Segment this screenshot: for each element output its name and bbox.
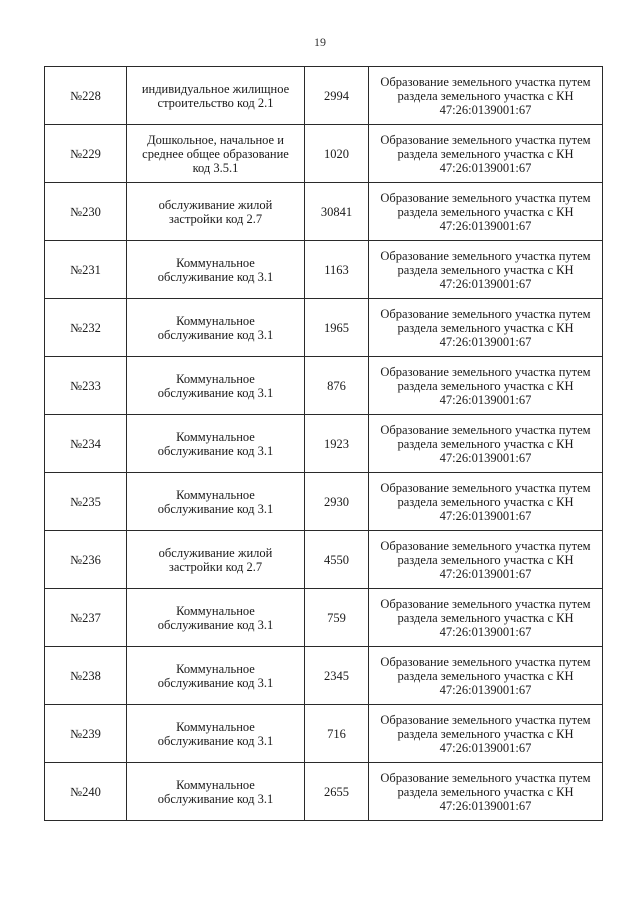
- parcel-number-cell: [45, 589, 127, 647]
- parcel-number: №232: [70, 320, 101, 335]
- formation-basis-line: Образование земельного участка путем: [380, 132, 591, 147]
- table-row: [45, 183, 603, 241]
- land-use-line: код 3.5.1: [192, 160, 239, 175]
- land-use-line: обслуживание код 3.1: [157, 443, 274, 458]
- formation-basis-line: Образование земельного участка путем: [380, 654, 591, 669]
- land-use-line: обслуживание жилой: [158, 545, 273, 560]
- formation-basis-line: раздела земельного участка с КН: [397, 494, 574, 509]
- land-use-cell: [127, 705, 305, 763]
- table-row: [45, 589, 603, 647]
- land-use-line: застройки код 2.7: [168, 559, 263, 574]
- land-use-line: обслуживание код 3.1: [157, 733, 274, 748]
- table-row: [45, 531, 603, 589]
- cadastral-number: 47:26:0139001:67: [439, 798, 532, 813]
- land-use-line: обслуживание жилой: [158, 197, 273, 212]
- land-use-line: Коммунальное: [176, 371, 255, 386]
- land-use-line: Коммунальное: [176, 603, 255, 618]
- formation-basis-cell: [369, 705, 603, 763]
- formation-basis-line: Образование земельного участка путем: [380, 422, 591, 437]
- cadastral-number: 47:26:0139001:67: [439, 566, 532, 581]
- land-use-line: Коммунальное: [176, 313, 255, 328]
- land-use-line: среднее общее образование: [142, 146, 289, 161]
- land-use-line: обслуживание код 3.1: [157, 501, 274, 516]
- area-value: 876: [327, 378, 346, 393]
- area-value: 2345: [324, 668, 349, 683]
- cadastral-number: 47:26:0139001:67: [439, 682, 532, 697]
- formation-basis-cell: [369, 763, 603, 821]
- table-row: [45, 473, 603, 531]
- area-value: 4550: [324, 552, 349, 567]
- land-use-line: обслуживание код 3.1: [157, 327, 274, 342]
- land-use-line: индивидуальное жилищное: [141, 81, 290, 96]
- formation-basis-line: раздела земельного участка с КН: [397, 378, 574, 393]
- formation-basis-line: Образование земельного участка путем: [380, 712, 591, 727]
- parcel-number: №230: [70, 204, 101, 219]
- area-value: 716: [327, 726, 346, 741]
- area-cell: [305, 647, 369, 705]
- land-use-cell: [127, 473, 305, 531]
- table-row: [45, 415, 603, 473]
- land-use-line: Коммунальное: [176, 487, 255, 502]
- parcel-number: №229: [70, 146, 101, 161]
- area-cell: [305, 125, 369, 183]
- formation-basis-line: раздела земельного участка с КН: [397, 262, 574, 277]
- formation-basis-line: раздела земельного участка с КН: [397, 726, 574, 741]
- parcel-number-cell: [45, 183, 127, 241]
- land-use-line: Коммунальное: [176, 255, 255, 270]
- formation-basis-cell: [369, 241, 603, 299]
- parcels-table: [44, 66, 603, 821]
- parcel-number-cell: [45, 357, 127, 415]
- formation-basis-line: раздела земельного участка с КН: [397, 146, 574, 161]
- parcel-number-cell: [45, 67, 127, 125]
- cadastral-number: 47:26:0139001:67: [439, 392, 532, 407]
- land-use-line: Дошкольное, начальное и: [147, 132, 284, 147]
- table-row: [45, 647, 603, 705]
- land-use-cell: [127, 125, 305, 183]
- parcel-number: №240: [70, 784, 101, 799]
- area-value: 2655: [324, 784, 349, 799]
- land-use-line: Коммунальное: [176, 661, 255, 676]
- area-value: 1020: [324, 146, 349, 161]
- formation-basis-cell: [369, 473, 603, 531]
- cadastral-number: 47:26:0139001:67: [439, 624, 532, 639]
- formation-basis-line: Образование земельного участка путем: [380, 190, 591, 205]
- table-row: [45, 705, 603, 763]
- area-cell: [305, 183, 369, 241]
- formation-basis-line: Образование земельного участка путем: [380, 248, 591, 263]
- land-use-line: обслуживание код 3.1: [157, 675, 274, 690]
- parcels-table-body: [45, 67, 603, 821]
- area-cell: [305, 763, 369, 821]
- land-use-line: Коммунальное: [176, 719, 255, 734]
- formation-basis-cell: [369, 531, 603, 589]
- cadastral-number: 47:26:0139001:67: [439, 450, 532, 465]
- parcel-number: №235: [70, 494, 101, 509]
- area-value: 30841: [320, 204, 353, 219]
- table-row: [45, 125, 603, 183]
- land-use-cell: [127, 763, 305, 821]
- area-cell: [305, 531, 369, 589]
- area-cell: [305, 241, 369, 299]
- formation-basis-line: Образование земельного участка путем: [380, 364, 591, 379]
- formation-basis-line: Образование земельного участка путем: [380, 306, 591, 321]
- formation-basis-line: раздела земельного участка с КН: [397, 204, 574, 219]
- page-number: 19: [314, 35, 326, 49]
- formation-basis-line: раздела земельного участка с КН: [397, 784, 574, 799]
- area-cell: [305, 473, 369, 531]
- formation-basis-line: Образование земельного участка путем: [380, 770, 591, 785]
- area-cell: [305, 357, 369, 415]
- area-cell: [305, 67, 369, 125]
- formation-basis-cell: [369, 183, 603, 241]
- cadastral-number: 47:26:0139001:67: [439, 160, 532, 175]
- area-value: 759: [327, 610, 346, 625]
- parcel-number: №234: [70, 436, 101, 451]
- parcel-number: №239: [70, 726, 101, 741]
- parcel-number-cell: [45, 647, 127, 705]
- table-row: [45, 299, 603, 357]
- formation-basis-cell: [369, 299, 603, 357]
- table-row: [45, 241, 603, 299]
- land-use-cell: [127, 67, 305, 125]
- land-use-cell: [127, 589, 305, 647]
- parcel-number-cell: [45, 299, 127, 357]
- land-use-cell: [127, 299, 305, 357]
- parcel-number: №228: [70, 88, 101, 103]
- table-row: [45, 67, 603, 125]
- area-cell: [305, 589, 369, 647]
- land-use-line: Коммунальное: [176, 429, 255, 444]
- formation-basis-cell: [369, 415, 603, 473]
- area-cell: [305, 415, 369, 473]
- cadastral-number: 47:26:0139001:67: [439, 508, 532, 523]
- area-value: 2994: [324, 88, 349, 103]
- parcel-number: №236: [70, 552, 101, 567]
- parcel-number-cell: [45, 125, 127, 183]
- formation-basis-line: раздела земельного участка с КН: [397, 668, 574, 683]
- land-use-line: застройки код 2.7: [168, 211, 263, 226]
- land-use-cell: [127, 241, 305, 299]
- cadastral-number: 47:26:0139001:67: [439, 740, 532, 755]
- formation-basis-cell: [369, 589, 603, 647]
- formation-basis-line: Образование земельного участка путем: [380, 480, 591, 495]
- cadastral-number: 47:26:0139001:67: [439, 218, 532, 233]
- land-use-line: обслуживание код 3.1: [157, 617, 274, 632]
- land-use-line: обслуживание код 3.1: [157, 269, 274, 284]
- formation-basis-cell: [369, 125, 603, 183]
- land-use-line: обслуживание код 3.1: [157, 385, 274, 400]
- area-value: 1923: [324, 436, 349, 451]
- parcel-number-cell: [45, 241, 127, 299]
- formation-basis-line: раздела земельного участка с КН: [397, 88, 574, 103]
- area-cell: [305, 705, 369, 763]
- formation-basis-line: Образование земельного участка путем: [380, 74, 591, 89]
- parcel-number: №233: [70, 378, 101, 393]
- formation-basis-cell: [369, 357, 603, 415]
- cadastral-number: 47:26:0139001:67: [439, 276, 532, 291]
- parcel-number: №237: [70, 610, 101, 625]
- formation-basis-line: раздела земельного участка с КН: [397, 610, 574, 625]
- formation-basis-line: Образование земельного участка путем: [380, 538, 591, 553]
- land-use-cell: [127, 357, 305, 415]
- formation-basis-cell: [369, 67, 603, 125]
- cadastral-number: 47:26:0139001:67: [439, 102, 532, 117]
- land-use-line: Коммунальное: [176, 777, 255, 792]
- parcel-number-cell: [45, 763, 127, 821]
- land-use-cell: [127, 415, 305, 473]
- area-value: 1163: [324, 262, 349, 277]
- area-cell: [305, 299, 369, 357]
- table-row: [45, 357, 603, 415]
- parcel-number-cell: [45, 415, 127, 473]
- parcel-number-cell: [45, 473, 127, 531]
- formation-basis-line: Образование земельного участка путем: [380, 596, 591, 611]
- parcel-number: №238: [70, 668, 101, 683]
- land-use-line: строительство код 2.1: [157, 95, 274, 110]
- land-use-line: обслуживание код 3.1: [157, 791, 274, 806]
- formation-basis-cell: [369, 647, 603, 705]
- formation-basis-line: раздела земельного участка с КН: [397, 552, 574, 567]
- parcel-number-cell: [45, 531, 127, 589]
- land-use-cell: [127, 183, 305, 241]
- formation-basis-line: раздела земельного участка с КН: [397, 320, 574, 335]
- table-row: [45, 763, 603, 821]
- cadastral-number: 47:26:0139001:67: [439, 334, 532, 349]
- area-value: 1965: [324, 320, 349, 335]
- area-value: 2930: [324, 494, 349, 509]
- parcel-number: №231: [70, 262, 101, 277]
- land-use-cell: [127, 531, 305, 589]
- formation-basis-line: раздела земельного участка с КН: [397, 436, 574, 451]
- land-use-cell: [127, 647, 305, 705]
- parcel-number-cell: [45, 705, 127, 763]
